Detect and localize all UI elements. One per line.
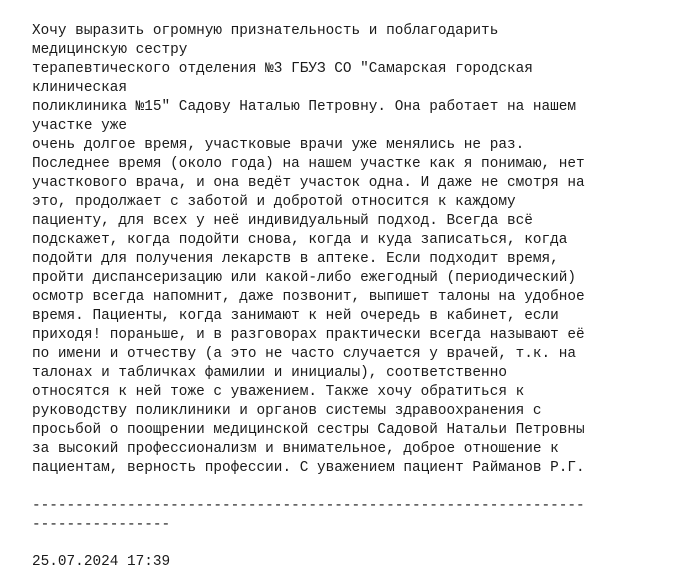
message-line: Последнее время (около года) на нашем участке как я понимаю, нет bbox=[32, 156, 585, 172]
separator-line: ---------------- bbox=[32, 517, 171, 533]
message-line: поликлиника №15" Садову Наталью Петровну. Она работает на нашем bbox=[32, 99, 577, 115]
message-line: медицинскую сестру bbox=[32, 42, 188, 58]
message-line: пациентам, верность профессии. С уважением пациент Райманов Р.Г. bbox=[32, 460, 585, 476]
message-line: очень долгое время, участковые врачи уже менялись не раз. bbox=[32, 137, 525, 153]
message-line: это, продолжает с заботой и добротой относится к каждому bbox=[32, 194, 516, 210]
message-line: подойти для получения лекарств в аптеке. Если подходит время, bbox=[32, 251, 559, 267]
message-line: подскажет, когда подойти снова, когда и куда записаться, когда bbox=[32, 232, 568, 248]
message-line: пациенту, для всех у неё индивидуальный подход. Всегда всё bbox=[32, 213, 533, 229]
message-line: относятся к ней тоже с уважением. Также хочу обратиться к bbox=[32, 384, 525, 400]
message-line: руководству поликлиники и органов системы здравоохранения с bbox=[32, 403, 542, 419]
timestamp: 25.07.2024 17:39 bbox=[32, 554, 171, 570]
blank-line bbox=[32, 478, 662, 497]
message-line: время. Пациенты, когда занимают к ней очередь в кабинет, если bbox=[32, 308, 559, 324]
message-line: участкового врача, и она ведёт участок одна. И даже не смотря на bbox=[32, 175, 585, 191]
message-line: талонах и табличках фамилии и инициалы), соответственно bbox=[32, 365, 507, 381]
separator bbox=[32, 497, 662, 535]
message-line: участке уже bbox=[32, 118, 127, 134]
message-body bbox=[32, 22, 662, 478]
message-line: пройти диспансеризацию или какой-либо ежегодный (периодический) bbox=[32, 270, 577, 286]
message-line: просьбой о поощрении медицинской сестры Садовой Натальи Петровны bbox=[32, 422, 585, 438]
message-line: осмотр всегда напомнит, даже позвонит, выпишет талоны на удобное bbox=[32, 289, 585, 305]
message-line: Хочу выразить огромную признательность и поблагодарить bbox=[32, 23, 499, 39]
separator-line: ---------------------------------------------------------------- bbox=[32, 498, 585, 514]
message-line: за высокий профессионализм и внимательное, доброе отношение к bbox=[32, 441, 559, 457]
message-line: терапевтического отделения №3 ГБУЗ СО "Самарская городская bbox=[32, 61, 533, 77]
document bbox=[32, 22, 662, 572]
message-line: по имени и отчеству (а это не часто случается у врачей, т.к. на bbox=[32, 346, 577, 362]
message-line: клиническая bbox=[32, 80, 127, 96]
message-line: приходя! пораньше, и в разговорах практически всегда называют её bbox=[32, 327, 585, 343]
